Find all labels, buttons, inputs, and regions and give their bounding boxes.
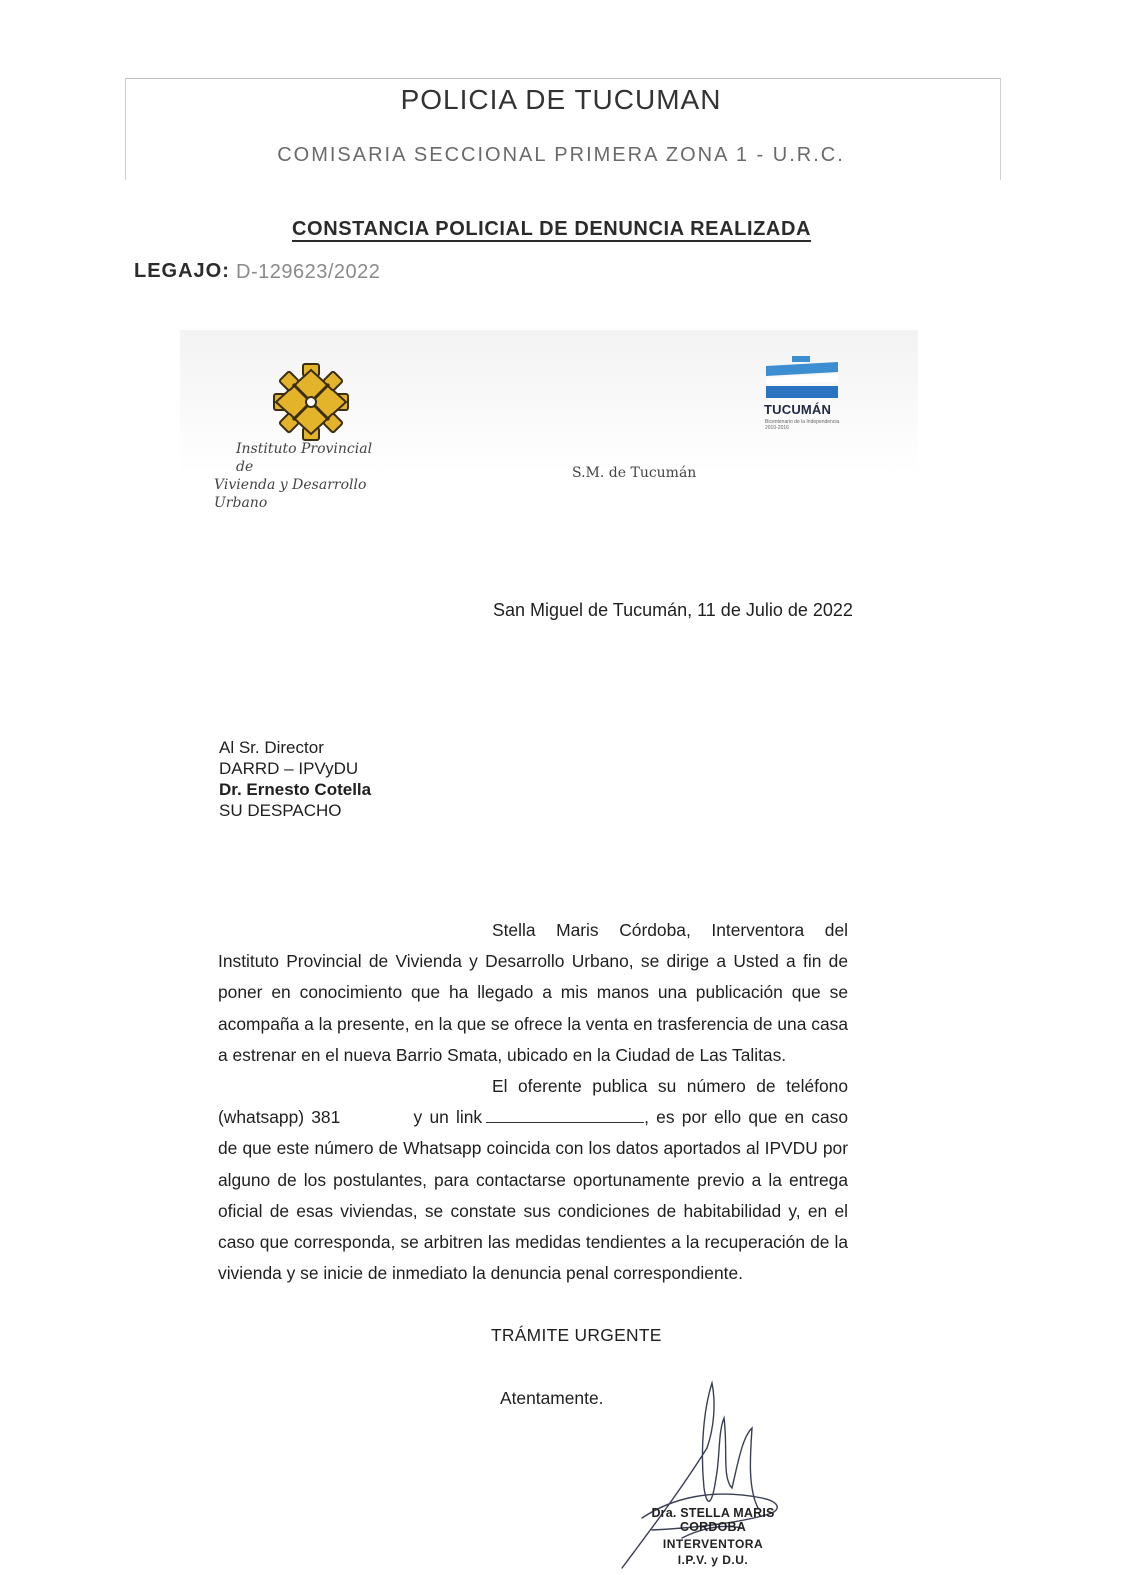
letter-date: San Miguel de Tucumán, 11 de Julio de 2022 (493, 600, 853, 620)
letterhead-city: S.M. de Tucumán (572, 465, 697, 481)
paragraph-1-rest: Instituto Provincial de Vivienda y Desarrollo Urbano, se dirige a Usted a fin de poner en conocimiento que ha llegado a mis manos una publicación que se acompaña a la presente, en la que se ofrece la venta en trasferencia de una casa a estrenar en el nueva Barrio Smata, ubicado en la Ciudad de Las Talitas. (218, 951, 848, 1065)
stamp-institution: I.P.V. y D.U. (677, 1553, 749, 1567)
addressee-line: SU DESPACHO (219, 801, 342, 820)
ipv-gear-logo-icon (268, 362, 354, 442)
legajo-label: LEGAJO: (134, 260, 230, 282)
phone-prefix: (whatsapp) 381 (218, 1107, 341, 1128)
paragraph-2-rest: , es por ello que en caso de que este número de Whatsapp coincida con los datos aportados al IPVDU por alguno de los postulantes, para contactarse oportunamente previo a la entrega oficial de esas viviendas, se constate sus condiciones de habitabilidad y, en el caso que corresponda, se arbitren las medidas tendientes a la recuperación de la vivienda y se inicie de inmediato la denuncia penal correspondiente. (218, 1107, 848, 1284)
urgent-notice: TRÁMITE URGENTE (491, 1325, 662, 1345)
letter-body (218, 915, 848, 1289)
stamp-role: INTERVENTORA (662, 1537, 764, 1551)
ipv-name-line2: Vivienda y Desarrollo Urbano (214, 477, 367, 511)
police-subtitle: COMISARIA SECCIONAL PRIMERA ZONA 1 - U.R.C. (277, 144, 845, 166)
tucuman-name: TUCUMÁN (764, 402, 832, 417)
constancia-title: CONSTANCIA POLICIAL DE DENUNCIA REALIZADA (292, 218, 812, 240)
addressee-name: Dr. Ernesto Cotella (219, 780, 372, 799)
letter-addressee (219, 737, 371, 821)
legajo-value: D-129623/2022 (236, 261, 381, 283)
tucuman-tagline: Bicentenario de la Independencia 2010-2016 (765, 419, 840, 431)
link-label: y un link (413, 1107, 483, 1128)
paragraph-1-lead: Stella Maris Córdoba, Interventora del (492, 920, 848, 940)
ipv-name (214, 440, 390, 511)
ipv-name-line1: Instituto Provincial de (236, 441, 373, 475)
police-title: POLICIA DE TUCUMAN (400, 84, 722, 115)
paragraph-1 (218, 915, 848, 1071)
paragraph-2-lead: El oferente publica su número de teléfono (492, 1076, 848, 1097)
tucuman-flag-icon (766, 356, 838, 400)
addressee-line: Al Sr. Director (219, 738, 324, 757)
redacted-link (486, 1108, 644, 1123)
signature-stamp (628, 1506, 798, 1567)
stamp-name: Dra. STELLA MARIS CORDOBA (651, 1506, 775, 1534)
addressee-line: DARRD – IPVyDU (219, 759, 359, 778)
paragraph-2 (218, 1071, 848, 1289)
closing: Atentamente. (500, 1388, 604, 1408)
